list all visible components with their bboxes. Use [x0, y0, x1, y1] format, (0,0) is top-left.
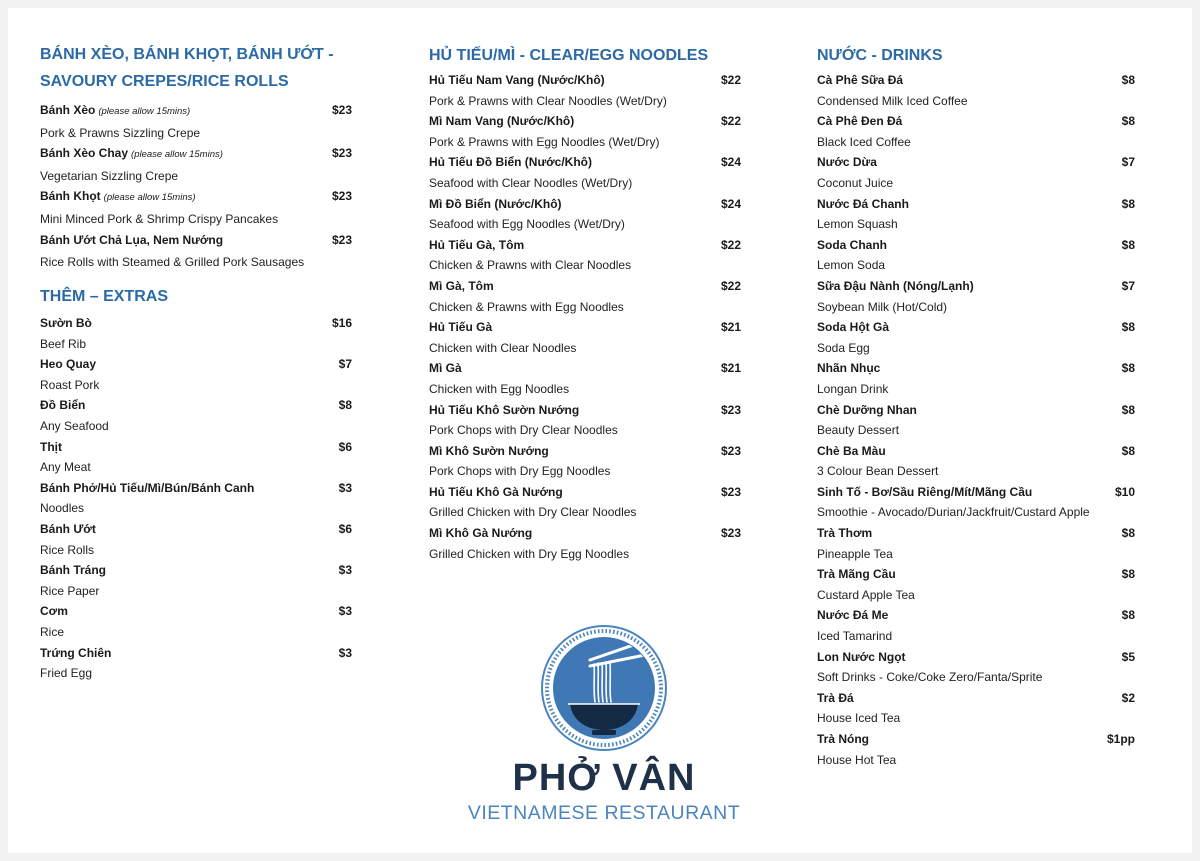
item-name: Hủ Tiếu Gà: [429, 320, 493, 335]
item-description: Beef Rib: [40, 336, 87, 351]
menu-item: [40, 601, 352, 642]
item-name: Hủ Tiếu Nam Vang (Nước/Khô): [429, 73, 605, 87]
menu-item: [429, 152, 741, 193]
menu-page: [8, 8, 1192, 853]
item-price: $6: [338, 439, 352, 454]
item-price: $8: [1121, 114, 1135, 129]
menu-item: [40, 643, 352, 684]
item-note: (please allow 15mins): [98, 106, 191, 117]
item-description: Custard Apple Tea: [817, 587, 915, 602]
item-description: Soft Drinks - Coke/Coke Zero/Fanta/Sprite: [817, 670, 1043, 685]
section-noodles: [429, 42, 741, 564]
menu-item: [817, 111, 1135, 152]
item-price: $1pp: [1106, 732, 1135, 746]
menu-item: [429, 400, 741, 441]
menu-item: [40, 354, 352, 395]
item-name: Sườn Bò: [40, 316, 92, 330]
item-description: Mini Minced Pork & Shrimp Crispy Pancakes: [40, 211, 279, 226]
item-price: $21: [720, 361, 741, 376]
menu-item: [429, 194, 741, 235]
item-description: Chicken with Egg Noodles: [429, 381, 570, 396]
section-heading: [817, 42, 1135, 69]
item-description: Roast Pork: [40, 377, 100, 392]
item-description: Chicken & Prawns with Clear Noodles: [429, 258, 632, 273]
item-name: Trà Mãng Cầu: [817, 567, 896, 582]
item-list: [40, 100, 352, 273]
item-name: Đồ Biển: [40, 398, 86, 413]
item-name: Trà Nóng: [817, 732, 870, 746]
menu-item: [429, 235, 741, 276]
restaurant-logo: [448, 620, 760, 830]
item-price: $24: [720, 155, 741, 170]
section-savoury-crepes: [40, 41, 352, 273]
menu-item: [429, 111, 741, 152]
section-heading: [429, 42, 741, 69]
menu-item: [817, 482, 1135, 523]
menu-item: [817, 688, 1135, 729]
item-name: Nhãn Nhục: [817, 361, 881, 376]
menu-item: [429, 441, 741, 482]
item-price: $23: [331, 189, 352, 204]
menu-item: [817, 564, 1135, 605]
menu-item: [817, 729, 1135, 770]
item-description: Chicken with Clear Noodles: [429, 340, 577, 355]
item-price: $3: [338, 563, 352, 578]
item-price: $23: [720, 443, 741, 458]
menu-item: [817, 235, 1135, 276]
item-price: $23: [331, 232, 352, 247]
item-price: $8: [1121, 608, 1135, 623]
item-description: Rice Paper: [40, 583, 100, 598]
item-description: Rice Rolls: [40, 542, 95, 557]
menu-item: [817, 317, 1135, 358]
item-name: Trứng Chiên: [40, 645, 112, 660]
item-price: $8: [1121, 567, 1135, 582]
item-price: $7: [338, 357, 352, 372]
item-price: $22: [720, 114, 741, 129]
item-price: $3: [338, 480, 352, 495]
item-price: $22: [720, 237, 741, 252]
item-name: Lon Nước Ngọt: [817, 649, 906, 664]
menu-item: [429, 276, 741, 317]
item-description: House Hot Tea: [817, 752, 897, 767]
item-name: Mì Đồ Biển (Nước/Khô): [429, 196, 562, 211]
item-description: Longan Drink: [817, 381, 889, 396]
item-list: [40, 313, 352, 684]
item-description: Rice Rolls with Steamed & Grilled Pork Sausages: [40, 255, 305, 270]
menu-item: [429, 358, 741, 399]
item-price: $6: [338, 521, 352, 536]
item-price: $8: [1121, 196, 1135, 211]
item-name: Bánh Phở/Hủ Tiếu/Mì/Bún/Bánh Canh: [40, 480, 255, 495]
item-description: Pork & Prawns Sizzling Crepe: [40, 125, 201, 140]
item-name: Bánh Tráng: [40, 563, 107, 578]
item-price: $23: [331, 103, 352, 117]
item-name: Cơm: [40, 604, 68, 619]
section-heading: [40, 41, 352, 95]
section-drinks: [817, 42, 1135, 770]
menu-item: [817, 358, 1135, 399]
item-description: House Iced Tea: [817, 711, 901, 726]
item-name: Hủ Tiếu Gà, Tôm: [429, 237, 525, 252]
section-heading-line: SAVOURY CREPES/RICE ROLLS: [40, 73, 289, 90]
item-price: $7: [1121, 155, 1135, 170]
item-description: Coconut Juice: [817, 175, 894, 190]
item-price: $8: [1121, 443, 1135, 458]
item-list: [429, 70, 741, 564]
item-price: $8: [1121, 73, 1135, 87]
item-name: Soda Hột Gà: [817, 320, 890, 335]
item-description: 3 Colour Bean Dessert: [817, 464, 939, 479]
brand-name: PHỞ VÂN: [512, 757, 696, 799]
item-name: Heo Quay: [40, 357, 97, 372]
item-description: Lemon Squash: [817, 217, 898, 232]
item-name: Bánh Ướt Chả Lụa, Nem Nướng: [40, 232, 224, 247]
item-price: $8: [338, 398, 352, 413]
item-description: Pork Chops with Dry Egg Noodles: [429, 464, 611, 479]
item-name: Bánh Ướt: [40, 521, 96, 536]
item-name: Bánh Xèo: [40, 103, 96, 117]
item-price: $2: [1121, 690, 1135, 705]
menu-item: [40, 186, 352, 229]
item-description: Pork & Prawns with Egg Noodles (Wet/Dry): [429, 134, 660, 149]
menu-item: [40, 143, 352, 186]
item-price: $22: [720, 73, 741, 87]
item-price: $8: [1121, 361, 1135, 376]
item-price: $3: [338, 604, 352, 619]
item-description: Seafood with Egg Noodles (Wet/Dry): [429, 217, 625, 232]
item-name: Sinh Tố - Bơ/Sầu Riêng/Mít/Mãng Cầu: [817, 484, 1033, 499]
menu-item: [817, 276, 1135, 317]
section-heading-line: BÁNH XÈO, BÁNH KHỌT, BÁNH ƯỚT -: [40, 46, 334, 63]
item-description: Vegetarian Sizzling Crepe: [40, 168, 179, 183]
item-name: Nước Đá Chanh: [817, 196, 909, 211]
item-price: $23: [331, 146, 352, 161]
menu-item: [40, 313, 352, 354]
item-name: Soda Chanh: [817, 237, 888, 252]
item-price: $8: [1121, 237, 1135, 252]
menu-item: [817, 70, 1135, 111]
menu-item: [817, 152, 1135, 193]
item-name: Chè Ba Màu: [817, 443, 886, 458]
item-price: $8: [1121, 402, 1135, 417]
item-description: Any Meat: [40, 460, 91, 475]
item-name: Nước Đá Me: [817, 608, 889, 623]
item-description: Black Iced Coffee: [817, 134, 911, 149]
section-heading-line: NƯỚC - DRINKS: [817, 47, 943, 64]
item-name: Hủ Tiếu Khô Gà Nướng: [429, 484, 563, 499]
item-name: Nước Dừa: [817, 155, 877, 170]
menu-item: [817, 605, 1135, 646]
item-description: Beauty Dessert: [817, 423, 900, 438]
item-description: Chicken & Prawns with Egg Noodles: [429, 299, 624, 314]
item-description: Soda Egg: [817, 340, 870, 355]
menu-item: [817, 647, 1135, 688]
item-name: Trà Thơm: [817, 526, 873, 541]
item-price: $3: [338, 645, 352, 660]
item-name: Cà Phê Đen Đá: [817, 114, 903, 129]
item-description: Lemon Soda: [817, 258, 886, 273]
item-name: Thịt: [40, 439, 62, 454]
menu-item: [40, 478, 352, 519]
menu-item: [40, 395, 352, 436]
menu-item: [817, 523, 1135, 564]
menu-item: [40, 100, 352, 143]
item-name: Mì Gà, Tôm: [429, 278, 494, 293]
item-name: Mì Khô Gà Nướng: [429, 526, 533, 541]
item-description: Pineapple Tea: [817, 546, 893, 561]
menu-item: [429, 317, 741, 358]
item-price: $10: [1114, 484, 1135, 499]
item-description: Condensed Milk Iced Coffee: [817, 93, 968, 108]
item-price: $24: [720, 196, 741, 211]
item-name: Mì Khô Sườn Nướng: [429, 443, 549, 458]
item-description: Iced Tamarind: [817, 629, 893, 644]
item-name: Mì Gà: [429, 361, 462, 376]
item-description: Fried Egg: [40, 666, 93, 681]
item-name: Sữa Đậu Nành (Nóng/Lạnh): [817, 278, 974, 293]
item-price: $8: [1121, 526, 1135, 541]
item-price: $8: [1121, 320, 1135, 335]
menu-item: [40, 560, 352, 601]
item-price: $21: [720, 320, 741, 335]
noodle-bowl-chopsticks-icon: [540, 624, 668, 752]
item-price: $23: [720, 402, 741, 417]
item-description: Pork Chops with Dry Clear Noodles: [429, 423, 618, 438]
item-name: Cà Phê Sữa Đá: [817, 73, 904, 87]
item-description: Rice: [40, 624, 65, 639]
menu-item: [40, 519, 352, 560]
section-heading-line: THÊM – EXTRAS: [40, 288, 169, 305]
item-name: Mì Nam Vang (Nước/Khô): [429, 114, 575, 129]
item-name: Chè Dưỡng Nhan: [817, 402, 917, 417]
item-note: (please allow 15mins): [103, 192, 196, 204]
section-heading-line: HỦ TIẾU/MÌ - CLEAR/EGG NOODLES: [429, 47, 709, 64]
item-price: $23: [720, 484, 741, 499]
item-price: $16: [331, 316, 352, 330]
item-price: $7: [1121, 278, 1135, 293]
item-description: Soybean Milk (Hot/Cold): [817, 299, 948, 314]
item-description: Grilled Chicken with Dry Clear Noodles: [429, 505, 637, 520]
section-extras: [40, 283, 352, 684]
menu-item: [40, 230, 352, 273]
item-name: Hủ Tiếu Đồ Biển (Nước/Khô): [429, 155, 592, 170]
item-name: Bánh Khọt: [40, 189, 101, 204]
menu-item: [40, 437, 352, 478]
menu-item: [817, 441, 1135, 482]
menu-item: [817, 400, 1135, 441]
item-price: $23: [720, 526, 741, 541]
menu-item: [429, 523, 741, 564]
item-description: Seafood with Clear Noodles (Wet/Dry): [429, 175, 633, 190]
menu-item: [429, 70, 741, 111]
item-description: Any Seafood: [40, 418, 109, 433]
menu-item: [817, 194, 1135, 235]
item-price: $5: [1121, 649, 1135, 664]
item-price: $22: [720, 278, 741, 293]
item-name: Bánh Xèo Chay: [40, 146, 129, 161]
item-description: Pork & Prawns with Clear Noodles (Wet/Dry): [429, 93, 667, 108]
item-description: Grilled Chicken with Dry Egg Noodles: [429, 546, 630, 561]
item-list: [817, 70, 1135, 770]
brand-subtitle: VIETNAMESE RESTAURANT: [467, 802, 741, 824]
item-note: (please allow 15mins): [131, 149, 223, 161]
item-description: Noodles: [40, 501, 85, 516]
item-name: Trà Đá: [817, 690, 854, 705]
section-heading: [40, 283, 352, 310]
item-name: Hủ Tiếu Khô Sườn Nướng: [429, 402, 580, 417]
menu-item: [429, 482, 741, 523]
item-description: Smoothie - Avocado/Durian/Jackfruit/Custard Apple: [817, 505, 1090, 520]
